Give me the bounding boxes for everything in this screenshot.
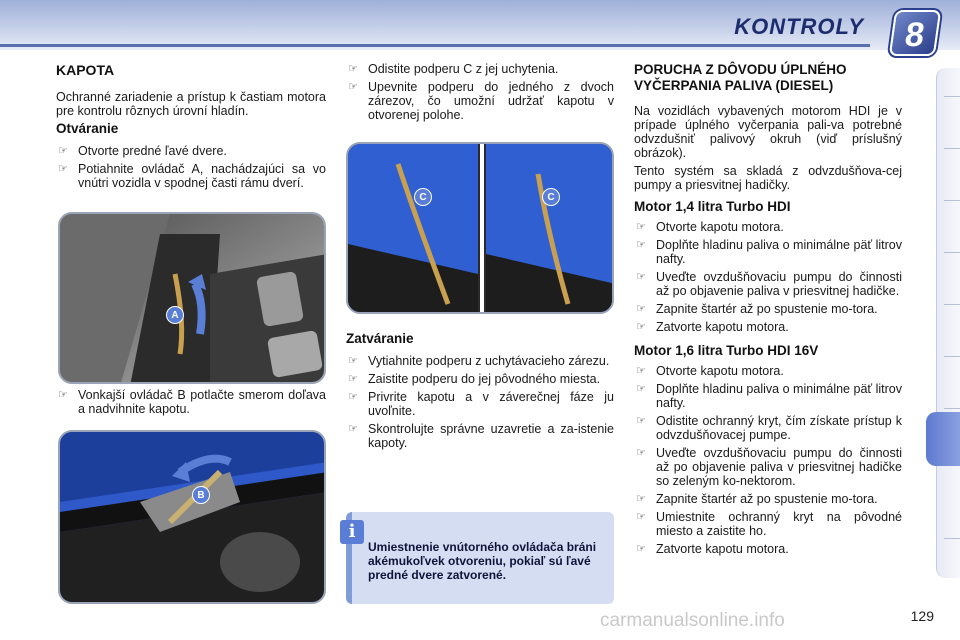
side-tab-divider bbox=[944, 200, 960, 201]
hand-pointer-icon: ☞ bbox=[636, 493, 646, 505]
list-item: ☞ Otvorte kapotu motora. bbox=[636, 220, 784, 234]
list-item: ☞ Potiahnite ovládač A, nachádzajúci sa vo vnútri vozidla v spodnej časti rámu dverí. bbox=[58, 162, 326, 190]
list-item: ☞ Otvorte predné ľavé dvere. bbox=[58, 144, 227, 158]
fuel-outage-title: PORUCHA Z DÔVODU ÚPLNÉHO VYČERPANIA PALIVA (DIESEL) bbox=[634, 62, 847, 93]
left-column bbox=[56, 62, 326, 194]
page-number: 129 bbox=[910, 608, 934, 624]
list-item: ☞ Otvorte kapotu motora. bbox=[636, 364, 784, 378]
list-item: ☞ Zatvorte kapotu motora. bbox=[636, 542, 789, 556]
side-tab-divider bbox=[944, 304, 960, 305]
hand-pointer-icon: ☞ bbox=[348, 391, 358, 403]
motor-14-heading: Motor 1,4 litra Turbo HDI bbox=[634, 199, 791, 214]
fuel-outage-system: Tento systém sa skladá z odvzdušňova-cej pumpy a priesvitnej hadičky. bbox=[634, 164, 902, 192]
hand-pointer-icon: ☞ bbox=[348, 81, 358, 93]
side-tab-divider bbox=[944, 408, 960, 409]
hand-pointer-icon: ☞ bbox=[636, 447, 646, 459]
hand-pointer-icon: ☞ bbox=[636, 543, 646, 555]
label-a: A bbox=[166, 306, 184, 324]
label-c: C bbox=[414, 188, 432, 206]
header-rule bbox=[0, 44, 870, 47]
hand-pointer-icon: ☞ bbox=[348, 355, 358, 367]
hand-pointer-icon: ☞ bbox=[58, 145, 68, 157]
interior-lever-image bbox=[58, 212, 326, 384]
label-c: C bbox=[542, 188, 560, 206]
hand-pointer-icon: ☞ bbox=[348, 63, 358, 75]
opening-steps bbox=[56, 144, 326, 190]
closing-steps bbox=[346, 354, 614, 450]
hand-pointer-icon: ☞ bbox=[636, 239, 646, 251]
interior-lever-illustration bbox=[60, 214, 326, 384]
side-tab-divider bbox=[944, 252, 960, 253]
side-tab-divider bbox=[944, 96, 960, 97]
hand-pointer-icon: ☞ bbox=[348, 423, 358, 435]
hand-pointer-icon: ☞ bbox=[636, 221, 646, 233]
watermark: carmanualsonline.info bbox=[600, 610, 785, 631]
list-item: ☞ Upevnite podperu do jedného z dvoch zárezov, čo umožní udržať kapotu v otvorenej polohe. bbox=[348, 80, 614, 122]
hand-pointer-icon: ☞ bbox=[636, 271, 646, 283]
list-item: ☞ Zatvorte kapotu motora. bbox=[636, 320, 789, 334]
section-title: KONTROLY bbox=[734, 14, 864, 39]
prop-rod-image bbox=[346, 142, 614, 314]
list-item: ☞ Privrite kapotu a v záverečnej fáze ju uvoľnite. bbox=[348, 390, 614, 418]
chapter-side-tabs bbox=[936, 68, 960, 578]
motor-14-steps bbox=[634, 220, 902, 334]
list-item: ☞ Vonkajší ovládač B potlačte smerom doľava a nadvihnite kapotu. bbox=[58, 388, 326, 416]
motor-16-steps bbox=[634, 364, 902, 556]
list-item: ☞ Odistite podperu C z jej uchytenia. bbox=[348, 62, 559, 76]
closing-heading: Zatváranie bbox=[346, 331, 414, 346]
right-column bbox=[634, 62, 902, 560]
hood-intro: Ochranné zariadenie a prístup k častiam motora pre kontrolu rôznych úrovní hladín. bbox=[56, 90, 326, 118]
hood-title: KAPOTA bbox=[56, 62, 115, 78]
list-item: ☞ Zaistite podperu do jej pôvodného miesta. bbox=[348, 372, 601, 386]
list-item: ☞ Zapnite štartér až po spustenie mo-tora. bbox=[636, 302, 878, 316]
hand-pointer-icon: ☞ bbox=[636, 415, 646, 427]
list-item: ☞ Doplňte hladinu paliva o minimálne päť litrov nafty. bbox=[636, 382, 902, 410]
hand-pointer-icon: ☞ bbox=[636, 383, 646, 395]
opening-heading: Otváranie bbox=[56, 121, 119, 136]
list-item: ☞ Uveďte ovzdušňovaciu pumpu do činnosti až po objavenie paliva v priesvitnej hadičke. bbox=[636, 270, 902, 298]
hand-pointer-icon: ☞ bbox=[348, 373, 358, 385]
hand-pointer-icon: ☞ bbox=[636, 511, 646, 523]
motor-16-heading: Motor 1,6 litra Turbo HDI 16V bbox=[634, 343, 819, 358]
side-tab-divider bbox=[944, 148, 960, 149]
hand-pointer-icon: ☞ bbox=[636, 303, 646, 315]
list-item: ☞ Umiestnite ochranný kryt na pôvodné miesto a zaistite ho. bbox=[636, 510, 902, 538]
info-icon: i bbox=[340, 520, 364, 544]
active-chapter-tab[interactable] bbox=[926, 412, 960, 466]
middle-column-top bbox=[346, 62, 614, 126]
list-item: ☞ Zapnite štartér až po spustenie mo-tora. bbox=[636, 492, 878, 506]
hand-pointer-icon: ☞ bbox=[636, 365, 646, 377]
hand-pointer-icon: ☞ bbox=[636, 321, 646, 333]
hand-pointer-icon: ☞ bbox=[58, 163, 68, 175]
side-tab-divider bbox=[944, 356, 960, 357]
middle-column-closing bbox=[346, 332, 614, 454]
exterior-lever-step bbox=[56, 388, 326, 420]
fuel-outage-intro: Na vozidlách vybavených motorom HDI je v prípade úplného vyčerpania pali-va potrebné odvzdušniť palivový okruh (viď príslušný obrázok). bbox=[634, 104, 902, 160]
list-item: ☞ Vytiahnite podperu z uchytávacieho zárezu. bbox=[348, 354, 610, 368]
list-item: ☞ Uveďte ovzdušňovaciu pumpu do činnosti až po objavenie paliva v priesvitnej hadičke so zeleným ko-nektorom. bbox=[636, 446, 902, 488]
page-header bbox=[0, 0, 960, 54]
exterior-lever-illustration bbox=[60, 432, 326, 604]
prop-rod-illustration bbox=[348, 144, 614, 314]
chapter-number-badge: 8 bbox=[889, 10, 941, 56]
side-tab-divider bbox=[944, 538, 960, 539]
list-item: ☞ Doplňte hladinu paliva o minimálne päť litrov nafty. bbox=[636, 238, 902, 266]
list-item: ☞ Skontrolujte správne uzavretie a za-istenie kapoty. bbox=[348, 422, 614, 450]
exterior-lever-image bbox=[58, 430, 326, 604]
hand-pointer-icon: ☞ bbox=[58, 389, 68, 401]
info-note-text: Umiestnenie vnútorného ovládača bráni akémukoľvek otvoreniu, pokiaľ sú ľavé predné dvere zatvorené. bbox=[368, 540, 597, 582]
list-item: ☞ Odistite ochranný kryt, čím získate prístup k odvzdušňovacej pumpe. bbox=[636, 414, 902, 442]
label-b: B bbox=[192, 486, 210, 504]
